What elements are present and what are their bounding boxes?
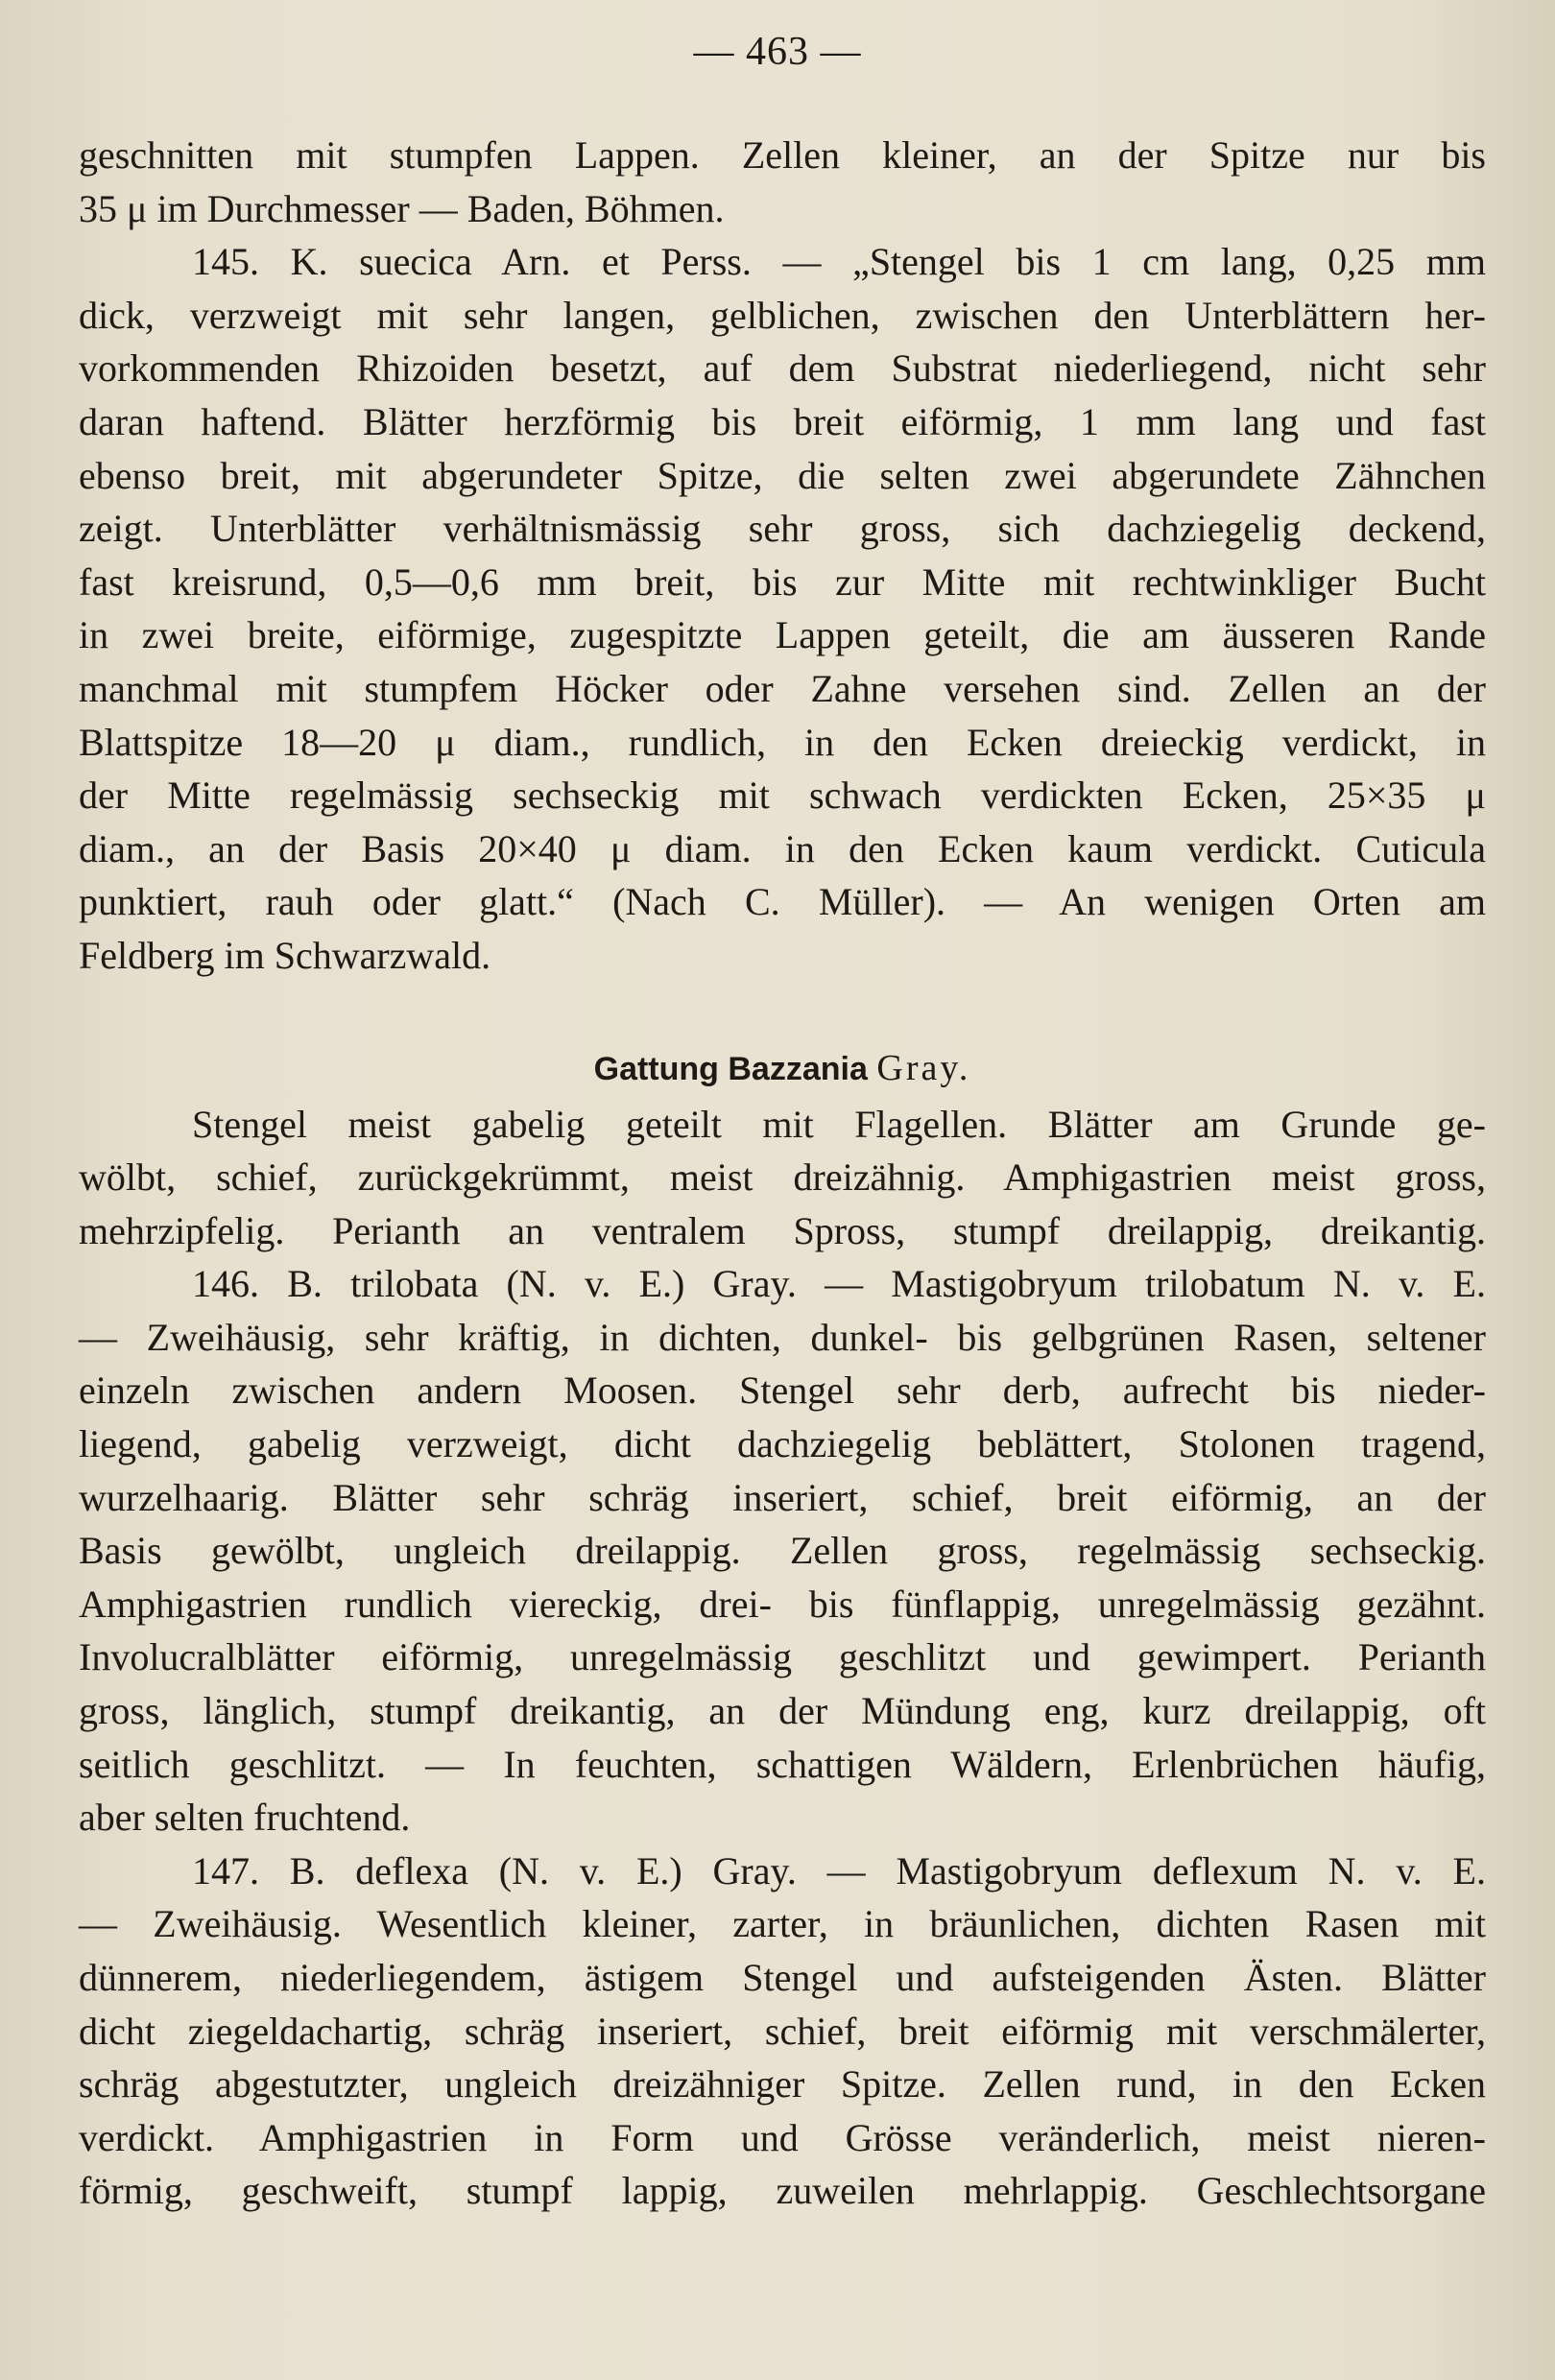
text-line: dick, verzweigt mit sehr langen, gelblichen, zwischen den Unterblättern her- (79, 293, 1486, 337)
text-line: 147. B. deflexa (N. v. E.) Gray. — Mastigobryum deflexum N. v. E. (192, 1848, 1486, 1892)
section-spacer (79, 983, 1486, 1038)
text-line: — Zweihäusig, sehr kräftig, in dichten, dunkel- bis gelbgrünen Rasen, seltener (79, 1315, 1486, 1359)
text-line: liegend, gabelig verzweigt, dicht dachziegelig beblättert, Stolonen tragend, (79, 1422, 1486, 1466)
text-line: vorkommenden Rhizoiden besetzt, auf dem Substrat niederliegend, nicht sehr (79, 346, 1486, 391)
text-line: der Mitte regelmässig sechseckig mit schwach verdickten Ecken, 25×35 μ (79, 774, 1486, 818)
page-number: — 463 — (693, 30, 862, 74)
text-line: in zwei breite, eiförmige, zugespitzte Lappen geteilt, die am äusseren Rande (79, 613, 1486, 657)
page-text (79, 129, 1486, 2218)
text-line: dünnerem, niederliegendem, ästigem Stengel und aufsteigenden Ästen. Blätter (79, 1956, 1486, 1999)
genus-heading-author: Gray. (876, 1047, 971, 1088)
genus-heading-name: Gattung Bazzania (593, 1050, 868, 1087)
text-line: 145. K. suecica Arn. et Perss. — „Stengel bis 1 cm lang, 0,25 mm (192, 240, 1486, 284)
text-line: diam., an der Basis 20×40 μ diam. in den Ecken kaum verdickt. Cuticula (79, 826, 1486, 870)
text-line: einzeln zwischen andern Moosen. Stengel sehr derb, aufrecht bis nieder- (79, 1368, 1486, 1413)
text-line: Stengel meist gabelig geteilt mit Flagellen. Blätter am Grunde ge- (192, 1102, 1486, 1146)
text-line: Blattspitze 18—20 μ diam., rundlich, in den Ecken dreieckig verdickt, in (79, 720, 1486, 764)
text-line: punktiert, rauh oder glatt.“ (Nach C. Müller). — An wenigen Orten am (79, 880, 1486, 924)
text-line: geschnitten mit stumpfen Lappen. Zellen kleiner, an der Spitze nur bis (79, 133, 1486, 177)
text-line: wurzelhaarig. Blätter sehr schräg inseriert, schief, breit eiförmig, an der (79, 1475, 1486, 1519)
text-line: aber selten fruchtend. (79, 1796, 411, 1840)
text-line: — Zweihäusig. Wesentlich kleiner, zarter, in bräunlichen, dichten Rasen mit (79, 1902, 1486, 1946)
text-block-genus-bazzania (79, 1098, 1486, 2218)
text-line: seitlich geschlitzt. — In feuchten, schattigen Wäldern, Erlenbrüchen häufig, (79, 1742, 1486, 1786)
text-line: fast kreisrund, 0,5—0,6 mm breit, bis zur Mitte mit rechtwinkliger Bucht (79, 559, 1486, 604)
text-line: Feldberg im Schwarzwald. (79, 933, 491, 977)
text-line: Basis gewölbt, ungleich dreilappig. Zellen gross, regelmässig sechseckig. (79, 1529, 1486, 1573)
genus-heading (79, 1038, 1486, 1098)
text-block-species-145 (79, 129, 1486, 983)
text-line: manchmal mit stumpfem Höcker oder Zahne versehen sind. Zellen an der (79, 666, 1486, 710)
text-line: daran haftend. Blätter herzförmig bis breit eiförmig, 1 mm lang und fast (79, 399, 1486, 443)
text-line: verdickt. Amphigastrien in Form und Grösse veränderlich, meist nieren- (79, 2115, 1486, 2159)
text-line: schräg abgestutzter, ungleich dreizähniger Spitze. Zellen rund, in den Ecken (79, 2062, 1486, 2106)
text-line: ebenso breit, mit abgerundeter Spitze, die selten zwei abgerundete Zähnchen (79, 453, 1486, 497)
text-line: 35 μ im Durchmesser — Baden, Böhmen. (79, 186, 725, 230)
text-line: Amphigastrien rundlich viereckig, drei- bis fünflappig, unregelmässig gezähnt. (79, 1582, 1486, 1626)
text-line: zeigt. Unterblätter verhältnismässig sehr gross, sich dachziegelig deckend, (79, 507, 1486, 551)
text-line: wölbt, schief, zurückgekrümmt, meist dreizähnig. Amphigastrien meist gross, (79, 1155, 1486, 1200)
text-line: mehrzipfelig. Perianth an ventralem Spross, stumpf dreilappig, dreikantig. (79, 1208, 1486, 1252)
text-line: Involucralblätter eiförmig, unregelmässig geschlitzt und gewimpert. Perianth (79, 1635, 1486, 1679)
text-line: 146. B. trilobata (N. v. E.) Gray. — Mastigobryum trilobatum N. v. E. (192, 1262, 1486, 1306)
text-line: gross, länglich, stumpf dreikantig, an der Mündung eng, kurz dreilappig, oft (79, 1689, 1486, 1733)
text-line: förmig, geschweift, stumpf lappig, zuweilen mehrlappig. Geschlechtsorgane (79, 2169, 1486, 2213)
text-line: dicht ziegeldachartig, schräg inseriert, schief, breit eiförmig mit verschmälerter, (79, 2009, 1486, 2053)
